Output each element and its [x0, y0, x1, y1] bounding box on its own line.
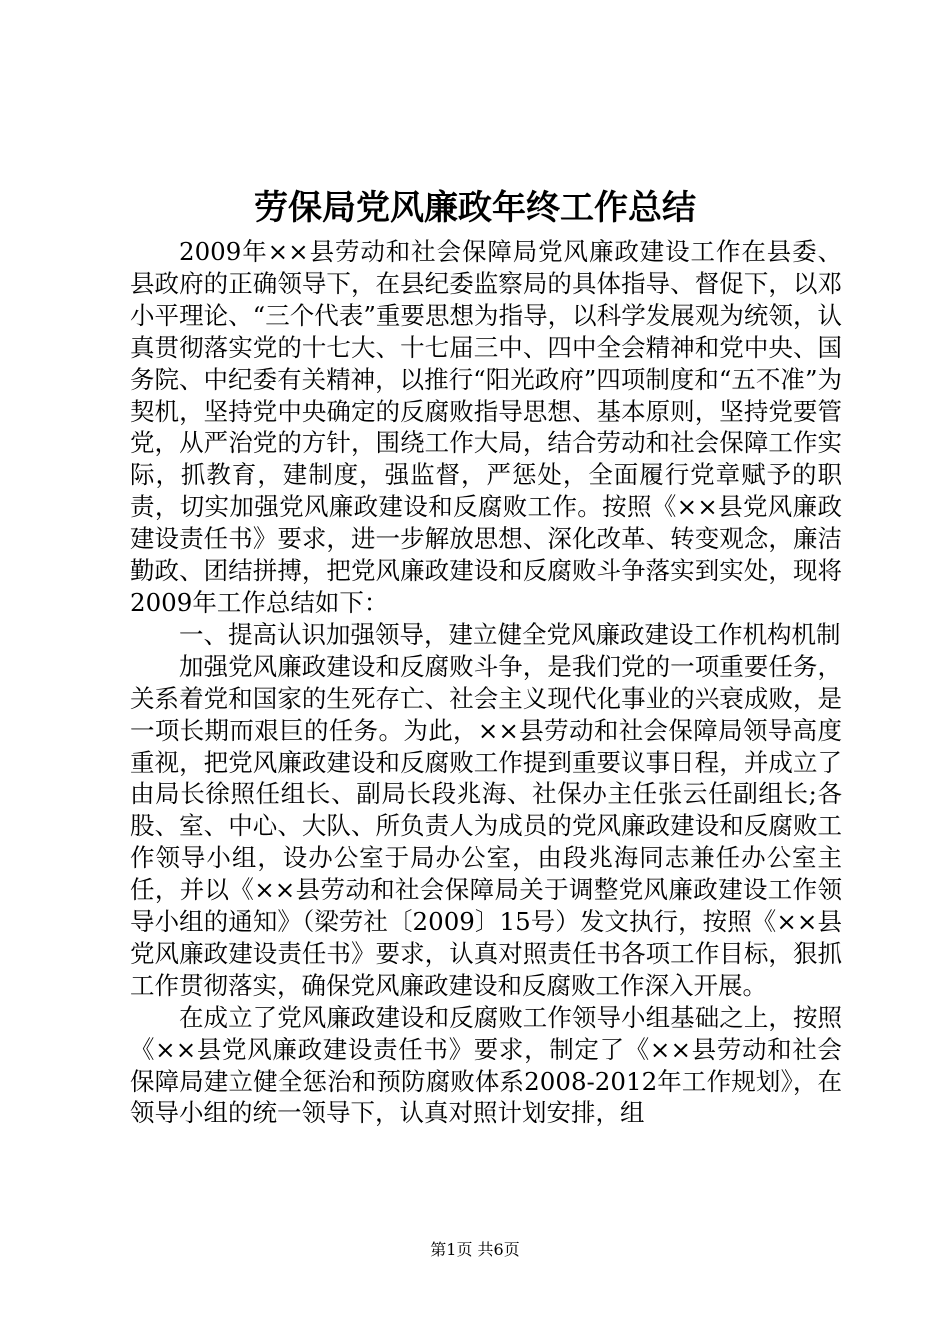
- paragraph-intro: 2009年××县劳动和社会保障局党风廉政建设工作在县委、县政府的正确领导下，在县纪委监察局的具体指导、督促下，以邓小平理论、“三个代表”重要思想为指导，以科学发展观为统领，认真贯彻落实党的十七大、十七届三中、四中全会精神和党中央、国务院、中纪委有关精神，以推行“阳光政府”四项制度和“五不准”为契机，坚持党中央确定的反腐败指导思想、基本原则，坚持党要管党，从严治党的方针，围绕工作大局，结合劳动和社会保障工作实际，抓教育，建制度，强监督，严惩处，全面履行党章赋予的职责，切实加强党风廉政建设和反腐败工作。按照《××县党风廉政建设责任书》要求，进一步解放思想、深化改革、转变观念，廉洁勤政、团结拼搏，把党风廉政建设和反腐败斗争落实到实处，现将2009年工作总结如下：: [130, 237, 842, 617]
- section-heading-1: 一、提高认识加强领导，建立健全党风廉政建设工作机构机制: [179, 619, 841, 649]
- document-title: 劳保局党风廉政年终工作总结: [254, 188, 696, 228]
- paragraph-planning: 在成立了党风廉政建设和反腐败工作领导小组基础之上，按照《××县党风廉政建设责任书》要求，制定了《××县劳动和社会保障局建立健全惩治和预防腐败体系2008-2012年工作规划》，在领导小组的统一领导下，认真对照计划安排，组: [130, 1002, 842, 1128]
- paragraph-leadership: 加强党风廉政建设和反腐败斗争，是我们党的一项重要任务，关系着党和国家的生死存亡、社会主义现代化事业的兴衰成败，是一项长期而艰巨的任务。为此，××县劳动和社会保障局领导高度重视，把党风廉政建设和反腐败工作提到重要议事日程，并成立了由局长徐照任组长、副局长段兆海、社保办主任张云任副组长;各股、室、中心、大队、所负责人为成员的党风廉政建设和反腐败工作领导小组，设办公室于局办公室，由段兆海同志兼任办公室主任，并以《××县劳动和社会保障局关于调整党风廉政建设工作领导小组的通知》（梁劳社〔2009〕15号）发文执行，按照《××县党风廉政建设责任书》要求，认真对照责任书各项工作目标，狠抓工作贯彻落实，确保党风廉政建设和反腐败工作深入开展。: [130, 651, 842, 1000]
- document-body: [130, 236, 842, 1129]
- page-number-footer: 第1页 共6页: [430, 1240, 520, 1259]
